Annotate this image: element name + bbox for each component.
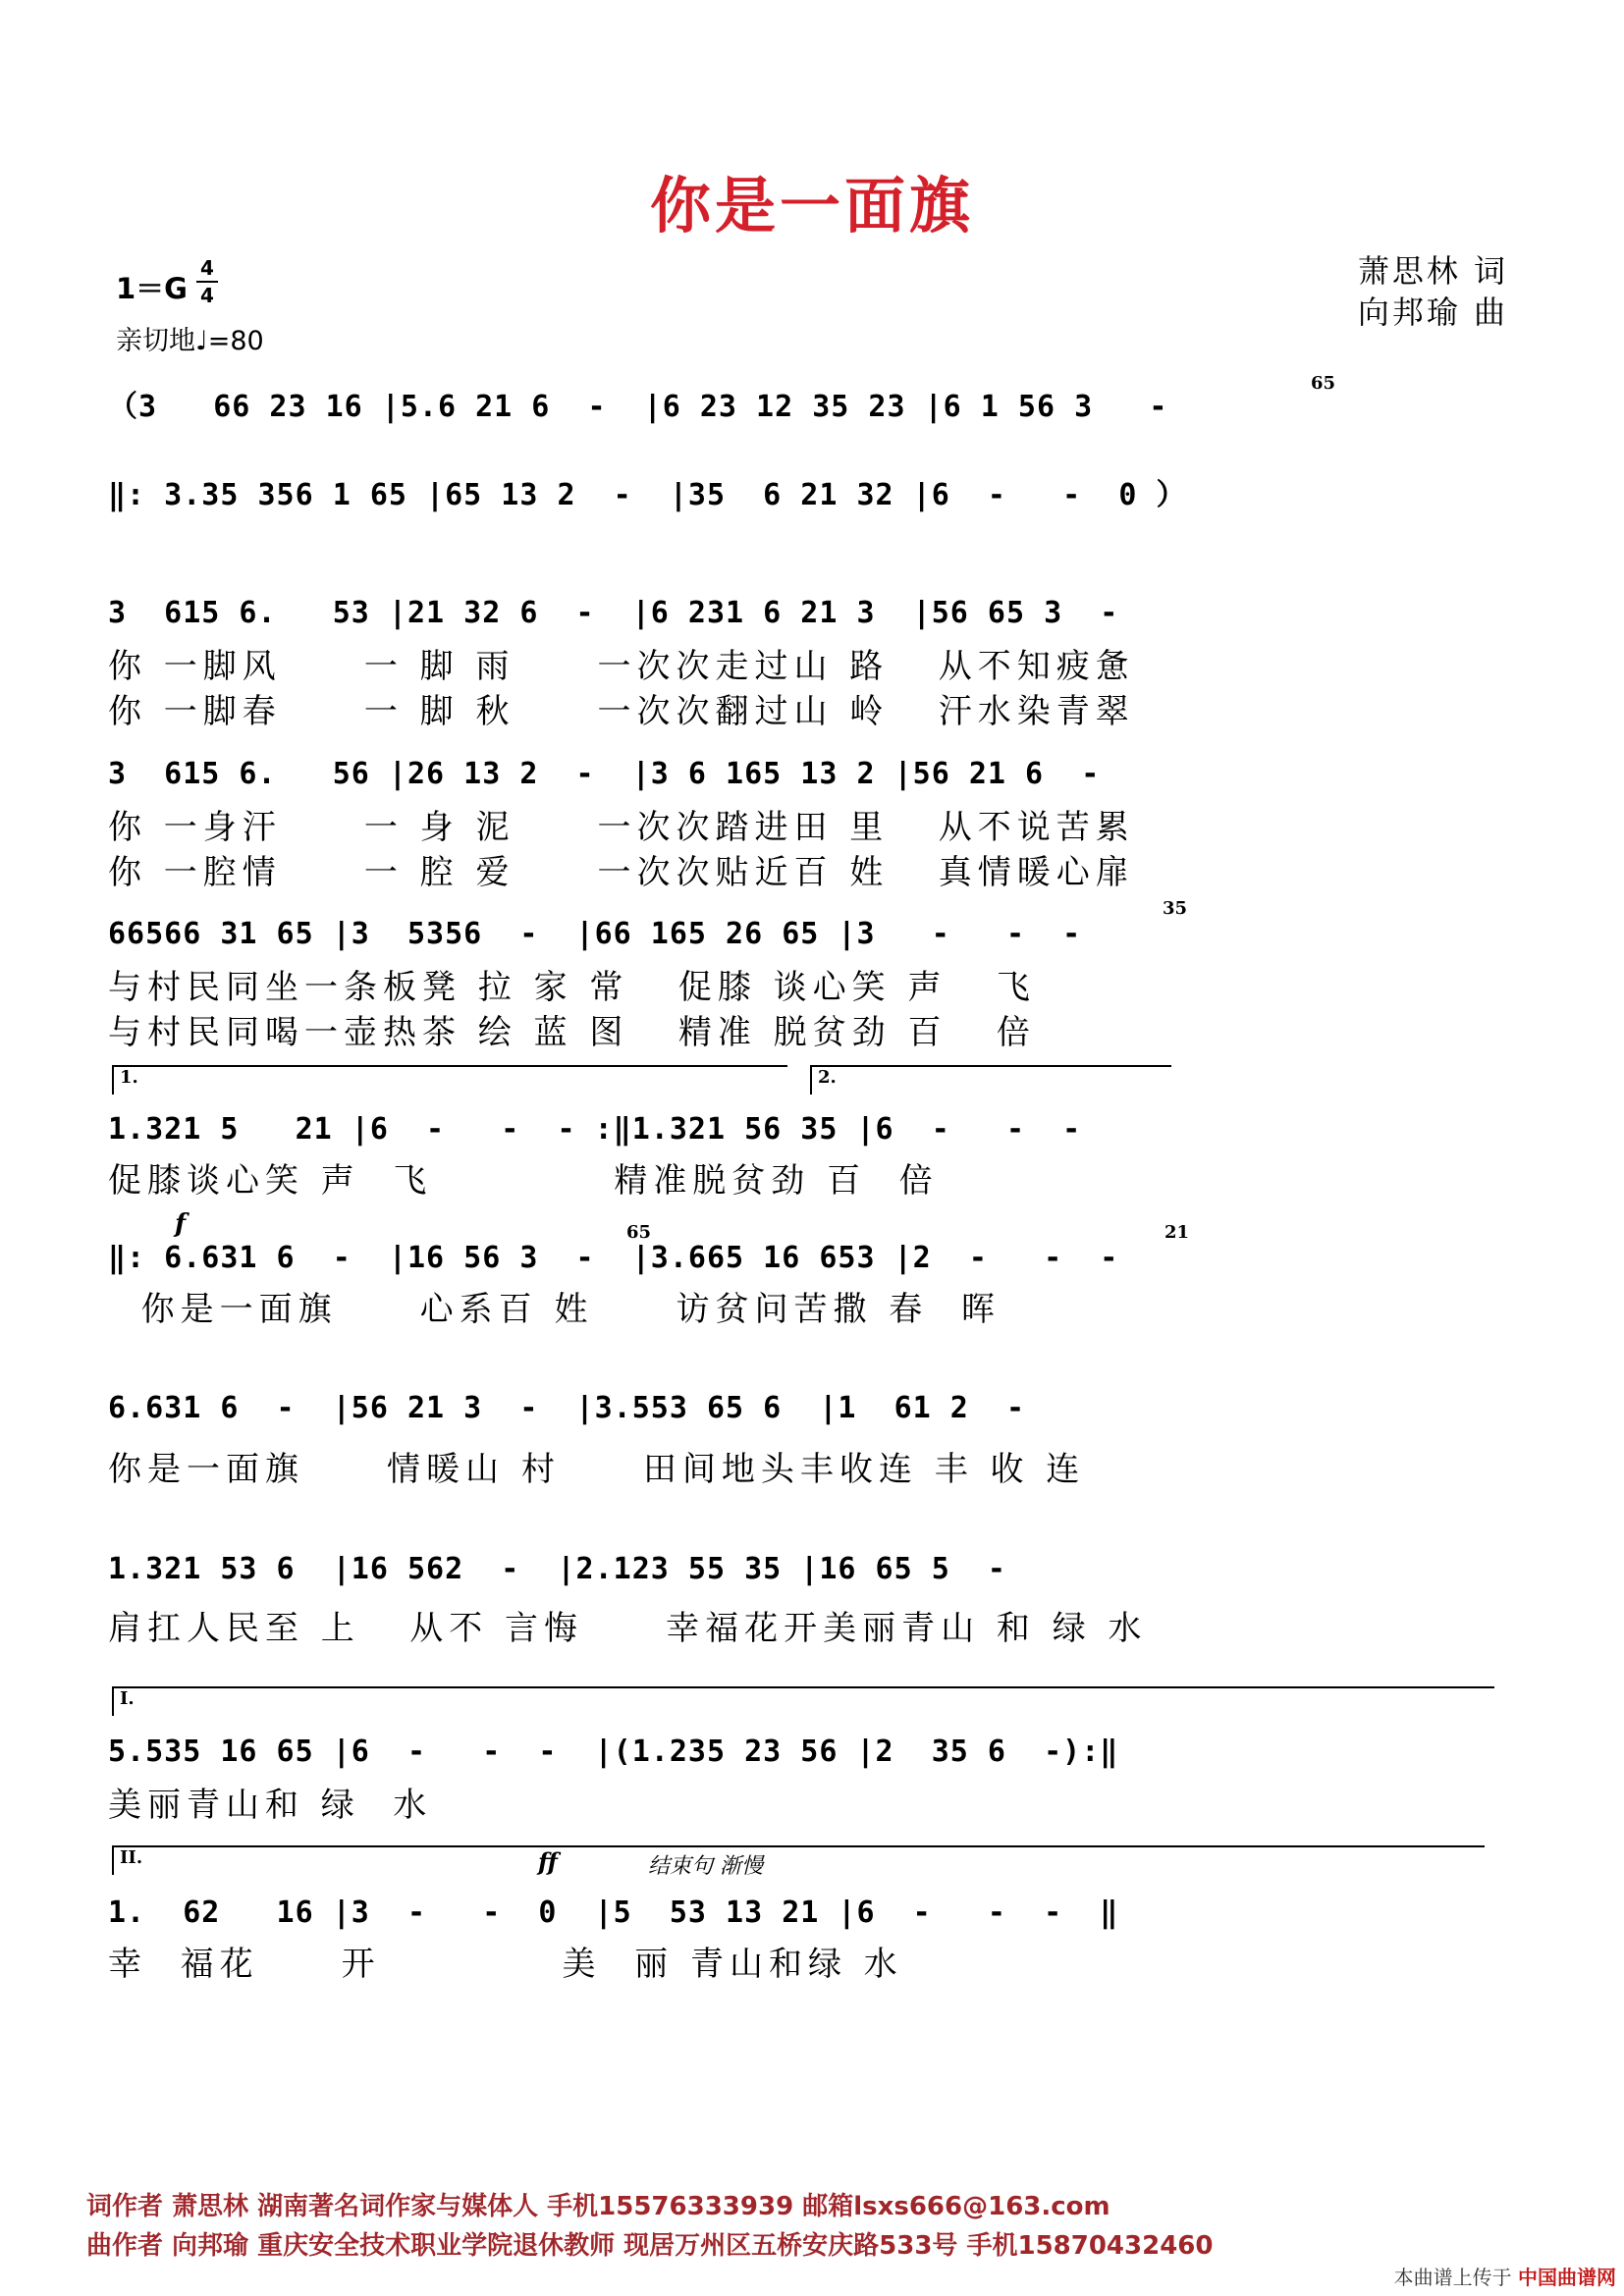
notation-row: 66566 31 65 |3 5356 - |66 165 26 65 |3 - - - [108, 917, 1082, 951]
ending-direction: 结束句 渐慢 [648, 1854, 763, 1879]
notation-row: 6.631 6 - |56 21 3 - |3.553 65 6 |1 61 2 - [108, 1391, 1026, 1425]
lyric-line-2: 你 一脚春 一 脚 秋 一次次翻过山 岭 汗水染青翠 [108, 692, 1135, 731]
notation-row: 1.321 5 21 |6 - - - :‖1.321 56 35 |6 - - - [108, 1112, 1082, 1147]
notation-row: （3 66 23 16 |5.6 21 6 - |6 23 12 35 23 |6 1 56 3 - [108, 390, 1168, 424]
notation-row: 1.321 53 6 |16 562 - |2.123 55 35 |16 65 5 - [108, 1552, 1006, 1586]
grace-note: 35 [1163, 898, 1188, 919]
lyric-line-2: 你 一腔情 一 腔 爱 一次次贴近百 姓 真情暖心扉 [108, 853, 1135, 892]
tempo-marking: 亲切地♩=80 [116, 326, 264, 356]
volta-bracket-2: 2. [810, 1065, 1171, 1095]
watermark-prefix: 本曲谱上传于 [1393, 2266, 1512, 2289]
credits [1358, 250, 1508, 333]
notation-row: 3 615 6. 56 |26 13 2 - |3 6 165 13 2 |56 21 6 - [108, 757, 1101, 791]
grace-note: 21 [1164, 1222, 1190, 1243]
dynamic-forte: f [175, 1209, 187, 1239]
lyricist-info: 词作者 萧思林 湖南著名词作家与媒体人 手机15576333939 邮箱lsxs666@163.com [86, 2192, 1110, 2221]
lyric-line-1: 你 一身汗 一 身 泥 一次次踏进田 里 从不说苦累 [108, 808, 1135, 847]
grace-note: 65 [626, 1222, 652, 1243]
notation-row: ‖: 6.631 6 - |16 56 3 - |3.665 16 653 |2 - - - [108, 1241, 1119, 1275]
volta-bracket-I: I. [112, 1686, 1494, 1716]
grace-note: 65 [1311, 373, 1336, 394]
volta-bracket-II: II. [112, 1845, 1485, 1875]
page-title: 你是一面旗 [649, 170, 974, 241]
lyric-line-2: 与村民同喝一壶热茶 绘 蓝 图 精准 脱贫劲 百 倍 [108, 1013, 1036, 1052]
key-signature: 1＝G [116, 272, 188, 305]
lyric-line-1: 幸 福花 开 美 丽 青山和绿 水 [108, 1945, 903, 1984]
notation-row: 5.535 16 65 |6 - - - |(1.235 23 56 |2 35 6 -):‖ [108, 1735, 1119, 1769]
time-signature [196, 255, 218, 308]
lyric-line-1: 你是一面旗 心系百 姓 访贫问苦撒 春 晖 [108, 1290, 1001, 1329]
notation-row: 1. 62 16 |3 - - 0 |5 53 13 21 |6 - - - ‖ [108, 1896, 1119, 1930]
site-watermark [1394, 2262, 1616, 2290]
dynamic-fortissimo: ff [538, 1847, 558, 1876]
lyric-line-1: 你 一脚风 一 脚 雨 一次次走过山 路 从不知疲惫 [108, 647, 1135, 686]
composer-credit: 向邦瑜 曲 [1357, 294, 1508, 331]
lyric-line-1: 你是一面旗 情暖山 村 田间地头丰收连 丰 收 连 [108, 1450, 1086, 1489]
time-signature-top: 4 [200, 256, 214, 280]
watermark-brand[interactable]: 中国曲谱网 [1518, 2266, 1616, 2289]
lyricist-credit: 萧思林 词 [1357, 252, 1508, 290]
time-signature-bottom: 4 [200, 284, 214, 307]
notation-row: 3 615 6. 53 |21 32 6 - |6 231 6 21 3 |56 65 3 - [108, 596, 1119, 630]
lyric-line-1: 促膝谈心笑 声 飞 精准脱贫劲 百 倍 [108, 1161, 939, 1201]
volta-bracket-1: 1. [112, 1065, 787, 1095]
composer-info: 曲作者 向邦瑜 重庆安全技术职业学院退休教师 现居万州区五桥安庆路533号 手机15870432460 [86, 2231, 1214, 2261]
notation-row: ‖: 3.35 356 1 65 |65 13 2 - |35 6 21 32 |6 - - 0 ） [108, 478, 1187, 512]
lyric-line-1: 与村民同坐一条板凳 拉 家 常 促膝 谈心笑 声 飞 [108, 968, 1036, 1007]
lyric-line-1: 美丽青山和 绿 水 [108, 1786, 433, 1825]
lyric-line-1: 肩扛人民至 上 从不 言悔 幸福花开美丽青山 和 绿 水 [108, 1609, 1148, 1648]
